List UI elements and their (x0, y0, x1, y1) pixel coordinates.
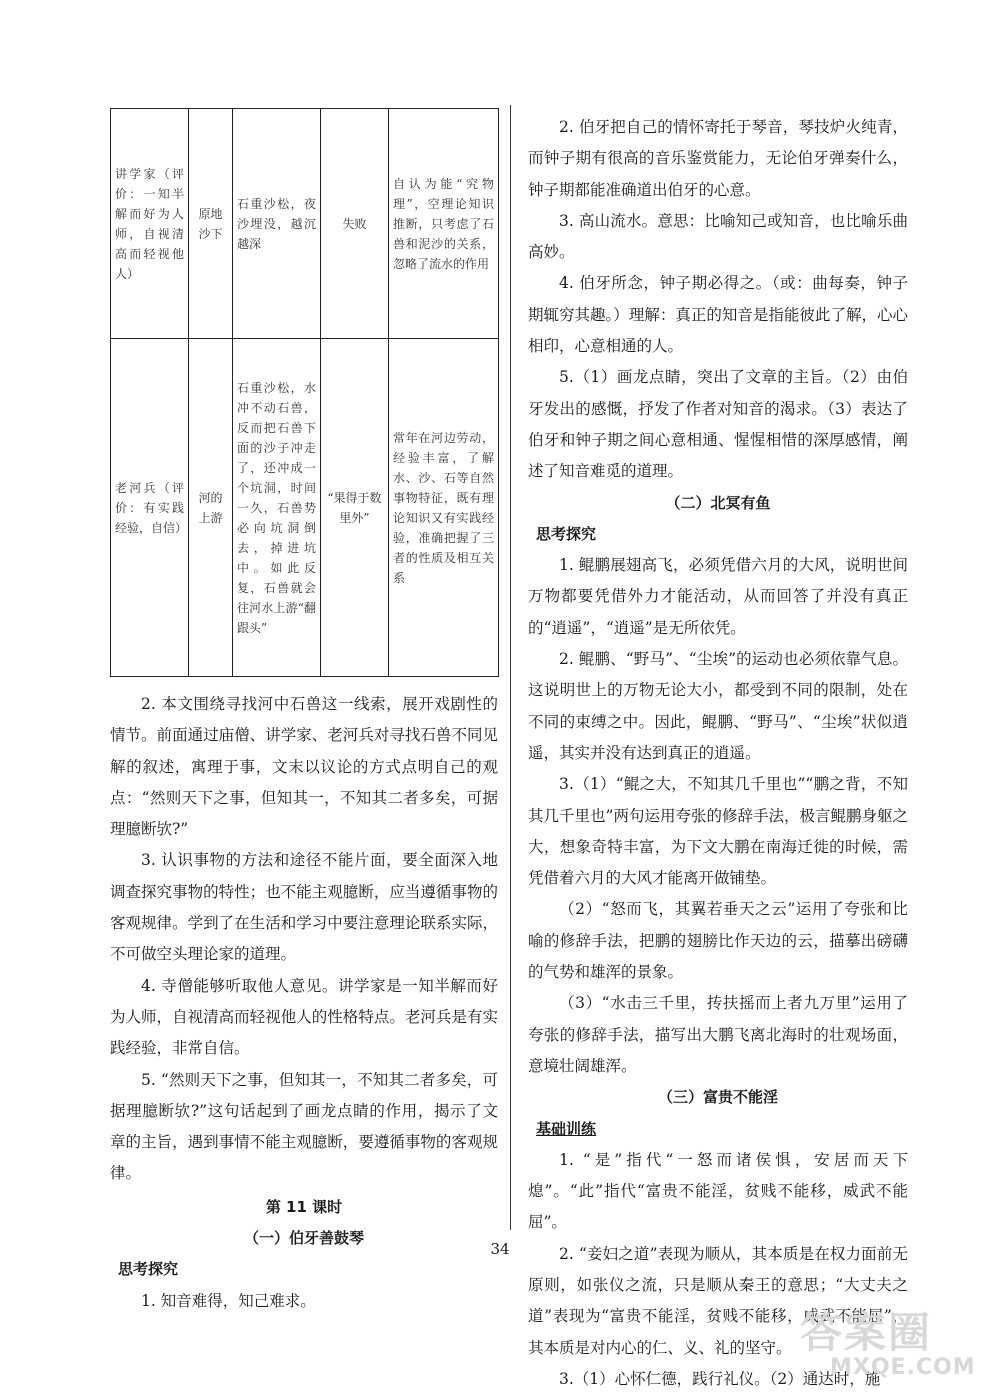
answer-paragraph: 3. 高山流水。意思：比喻知己或知音，也比喻乐曲高妙。 (528, 211, 908, 262)
answer-paragraph: 2. 伯牙把自己的情怀寄托于琴音，琴技炉火纯青，而钟子期有很高的音乐鉴赏能力，无论伯牙弹奏什么，钟子期都能准确道出伯牙的心意。 (528, 118, 908, 199)
answer-paragraph: 4. 伯牙所念，钟子期必得之。（或：曲每奏，钟子期辄穷其趣。）理解：真正的知音是指能彼此了解，心心相印，心意相通的人。 (528, 274, 908, 356)
answer-paragraph: 5.（1）画龙点睛，突出了文章的主旨。（2）由伯牙发出的感慨，抒发了作者对知音的渴求。（3）表达了伯牙和钟子期之间心意相通、惺惺相惜的深厚感情，阐述了知音难觅的道理。 (528, 368, 908, 481)
subsection-heading: 思考探究 (536, 524, 597, 543)
answer-paragraph: 1. 鲲鹏展翅高飞，必须凭借六月的大风，说明世间万物都要凭借外力才能活动，从而回答了并没有真正的“逍遥”，“逍遥”是无所依凭。 (528, 556, 908, 637)
answer-paragraph: 3. 认识事物的方法和途径不能片面，要全面深入地调查探究事物的特性；也不能主观臆断，应当遵循事物的客观规律。学到了在生活和学习中要注意理论联系实际，不可做空头理论家的道理。 (110, 851, 498, 964)
subsection-heading: 思考探究 (118, 1260, 179, 1279)
answer-paragraph: 1. 知音难得，知己难求。 (141, 1291, 316, 1310)
table-cell-comment: 自认为能“究物理”，空理论知识推断，只考虑了石兽和泥沙的关系，忽略了流水的作用 (389, 109, 499, 339)
table-cell-reason: 石重沙松，夜沙埋没，越沉越深 (233, 109, 321, 339)
column-divider (510, 105, 511, 1230)
table-row (111, 339, 499, 677)
answer-paragraph: 4. 寺僧能够听取他人意见。讲学家是一知半解而好为人师，自视清高而轻视他人的性格特点。老河兵是有实践经验，非常自信。 (110, 976, 498, 1058)
watermark-text: 答案圈 (800, 1308, 933, 1357)
table-cell-result: 失败 (321, 109, 389, 339)
answer-paragraph: 1. “是”指代“一怒而诸侯惧，安居而天下熄”。“此”指代“富贵不能淫，贫贱不能移，威武不能屈”。 (528, 1150, 908, 1232)
answer-paragraph: 3.（1）“鲲之大，不知其几千里也”“鹏之背，不知其几千里也”两句运用夸张的修辞手法，极言鲲鹏身躯之大，想象奇特丰富，为下文大鹏在南海迁徙的时候，需凭借着六月的大风才能离开做铺垫。 (528, 775, 908, 888)
watermark-logo (800, 1310, 990, 1385)
answer-paragraph: 5. “然则天下之事，但知其一，不知其二者多矣，可据理臆断欤?”这句话起到了画龙点睛的作用，揭示了文章的主旨，遇到事情不能主观臆断，要遵循事物的客观规律。 (110, 1070, 498, 1183)
table-cell-comment: 常年在河边劳动，经验丰富，了解水、沙、石等自然事物特征，既有理论知识又有实践经验，准确把握了三者的性质及相互关系 (389, 339, 499, 677)
answer-paragraph: （2）“怒而飞，其翼若垂天之云”运用了夸张和比喻的修辞手法，把鹏的翅膀比作天边的云，描摹出磅礴的气势和雄浑的景象。 (528, 900, 908, 982)
answer-paragraph: 2. “妾妇之道”表现为顺从，其本质是在权力面前无原则，如张仪之流，只是顺从秦王的意思；“大丈夫之道”表现为“富贵不能淫，贫贱不能移，威武不能屈”，其本质是对内心的仁、义、礼的坚守。 (528, 1244, 908, 1357)
answer-paragraph: （3）“水击三千里，抟扶摇而上者九万里”运用了夸张的修辞手法，描写出大鹏飞离北海时的壮观场面，意境壮阔雄浑。 (528, 994, 908, 1075)
table-cell-person: 讲学家（评价：一知半解而好为人师，自视清高而轻视他人） (111, 109, 189, 339)
section-heading: （二）北冥有鱼 (665, 493, 771, 512)
table-row (111, 109, 499, 339)
answer-paragraph: 2. 鲲鹏、“野马”、“尘埃”的运动也必须依靠气息。这说明世上的万物无论大小，都受到不同的限制，处在不同的束缚之中。因此，鲲鹏、“野马”、“尘埃”状似逍遥，其实并没有达到真正的逍遥。 (528, 650, 908, 762)
answer-paragraph: 3.（1）心怀仁德，践行礼仪。（2）通达时，施 (559, 1369, 881, 1388)
subsection-heading-text: 基础训练 (536, 1119, 597, 1138)
page-number: 34 (490, 1240, 510, 1258)
lesson-heading: 第 11 课时 (265, 1197, 343, 1216)
right-column (528, 112, 908, 1395)
table-cell-reason: 石重沙松，水冲不动石兽，反而把石兽下面的沙子冲走了，还冲成一个坑洞，时间一久，石兽势必向坑洞倒去，掉进坑中。如此反复，石兽就会往河水上游“翻跟头” (233, 339, 321, 677)
left-column (110, 108, 498, 1317)
table-cell-person: 老河兵（评价：有实践经验，自信） (111, 339, 189, 677)
table-cell-result: “果得于数里外” (321, 339, 389, 677)
subsection-heading (528, 1114, 908, 1145)
watermark-url: MXQE.COM (830, 1355, 976, 1380)
section-heading: （一）伯牙善鼓琴 (243, 1229, 364, 1248)
table-cell-place: 原地沙下 (189, 109, 233, 339)
section-heading: （三）富贵不能淫 (657, 1088, 778, 1107)
answer-paragraph: 2. 本文围绕寻找河中石兽这一线索，展开戏剧性的情节。前面通过庙僧、讲学家、老河兵对寻找石兽不同见解的叙述，寓理于事，文末以议论的方式点明自己的观点：“然则天下之事，但知其一，不知其二者多矣，可据理臆断欤?” (110, 695, 498, 839)
evaluation-table (110, 108, 499, 677)
table-cell-place: 河的上游 (189, 339, 233, 677)
